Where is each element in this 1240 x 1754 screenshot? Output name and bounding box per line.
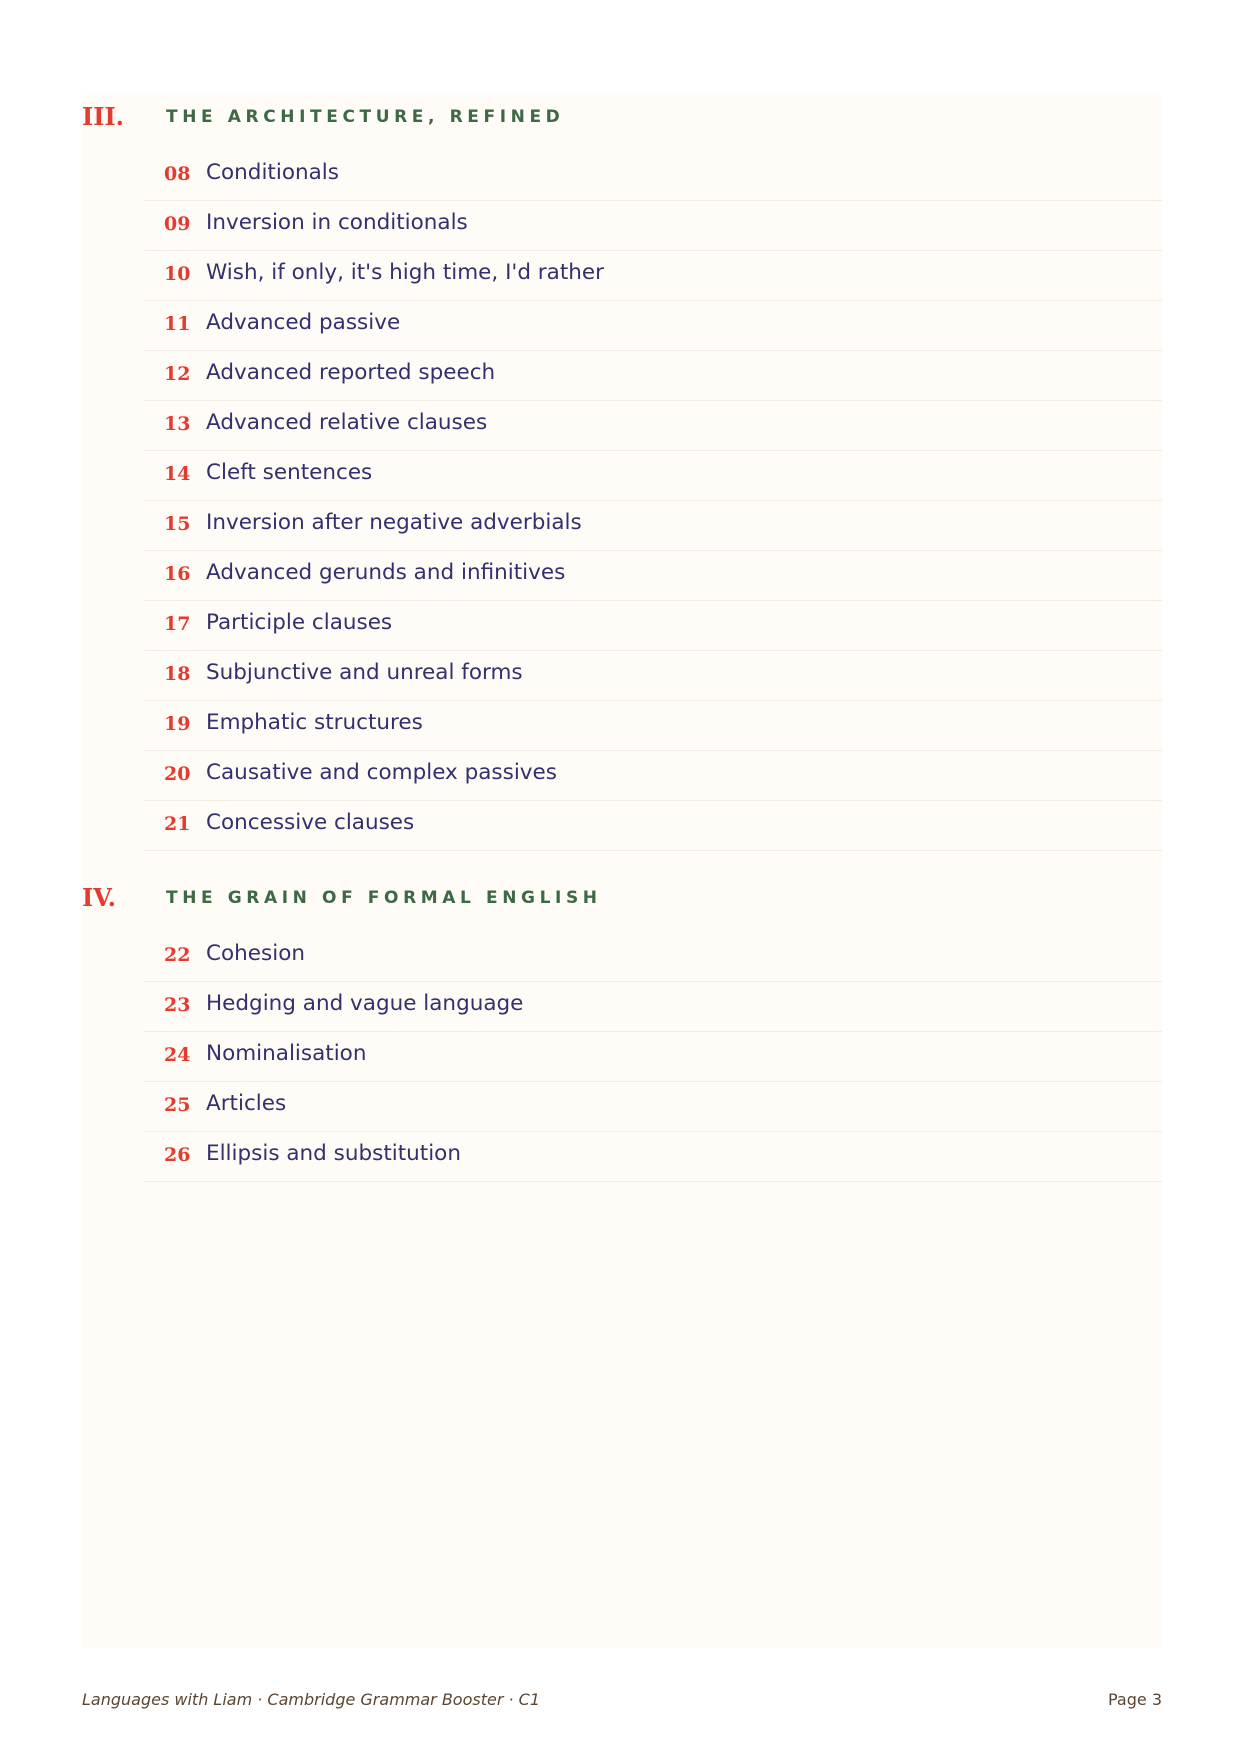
chapter-number: 19 (164, 713, 191, 735)
chapter-item[interactable] (144, 751, 1162, 801)
chapter-item[interactable] (144, 982, 1162, 1032)
chapter-number: 12 (164, 363, 191, 385)
chapter-title: Inversion in conditionals (206, 210, 468, 235)
chapter-title: Advanced reported speech (206, 360, 496, 385)
section-iii (82, 95, 1162, 851)
chapter-title: Participle clauses (206, 610, 393, 635)
section-numeral: IV. (82, 883, 117, 912)
page-number: Page 3 (1108, 1690, 1162, 1709)
chapter-item[interactable] (144, 701, 1162, 751)
chapter-title: Emphatic structures (206, 710, 423, 735)
chapter-number: 14 (164, 463, 191, 485)
chapter-item[interactable] (144, 551, 1162, 601)
chapter-item[interactable] (144, 301, 1162, 351)
section-heading (82, 876, 1162, 920)
chapter-title: Articles (206, 1091, 287, 1116)
chapter-number: 22 (164, 944, 191, 966)
chapter-title: Conditionals (206, 160, 339, 185)
chapter-item[interactable] (144, 1082, 1162, 1132)
chapter-item[interactable] (144, 351, 1162, 401)
chapter-title: Causative and complex passives (206, 760, 557, 785)
section-heading (82, 95, 1162, 139)
chapter-item[interactable] (144, 501, 1162, 551)
chapter-number: 10 (164, 263, 191, 285)
chapter-title: Cleft sentences (206, 460, 373, 485)
chapter-number: 25 (164, 1094, 191, 1116)
chapter-number: 09 (164, 213, 191, 235)
chapter-number: 23 (164, 994, 191, 1016)
chapter-item[interactable] (144, 801, 1162, 851)
chapter-number: 13 (164, 413, 191, 435)
chapter-number: 18 (164, 663, 191, 685)
chapter-title: Advanced gerunds and infinitives (206, 560, 566, 585)
section-iv (82, 876, 1162, 1182)
chapter-number: 15 (164, 513, 191, 535)
chapter-item[interactable] (144, 401, 1162, 451)
chapter-item[interactable] (144, 932, 1162, 982)
chapter-title: Subjunctive and unreal forms (206, 660, 523, 685)
chapter-number: 20 (164, 763, 191, 785)
chapter-number: 24 (164, 1044, 191, 1066)
chapter-title: Advanced relative clauses (206, 410, 488, 435)
chapter-item[interactable] (144, 1132, 1162, 1182)
chapter-number: 17 (164, 613, 191, 635)
chapter-item[interactable] (144, 601, 1162, 651)
chapter-title: Inversion after negative adverbials (206, 510, 582, 535)
chapter-item[interactable] (144, 1032, 1162, 1082)
chapter-number: 21 (164, 813, 191, 835)
chapter-title: Ellipsis and substitution (206, 1141, 461, 1166)
chapter-item[interactable] (144, 651, 1162, 701)
chapter-title: Concessive clauses (206, 810, 415, 835)
chapter-title: Nominalisation (206, 1041, 367, 1066)
chapter-title: Advanced passive (206, 310, 401, 335)
chapter-item[interactable] (144, 151, 1162, 201)
chapter-number: 08 (164, 163, 191, 185)
footer-book-title: Languages with Liam · Cambridge Grammar Booster · C1 (82, 1690, 541, 1709)
chapter-title: Cohesion (206, 941, 305, 966)
chapter-item[interactable] (144, 201, 1162, 251)
chapter-item[interactable] (144, 451, 1162, 501)
chapter-title: Wish, if only, it's high time, I'd rather (206, 260, 604, 285)
chapter-list (82, 151, 1162, 851)
section-title: THE GRAIN OF FORMAL ENGLISH (166, 888, 602, 908)
chapter-number: 11 (164, 313, 191, 335)
page-footer (82, 1688, 1162, 1712)
chapter-number: 16 (164, 563, 191, 585)
chapter-title: Hedging and vague language (206, 991, 524, 1016)
section-title: THE ARCHITECTURE, REFINED (166, 107, 565, 127)
chapter-item[interactable] (144, 251, 1162, 301)
chapter-list (82, 932, 1162, 1182)
chapter-number: 26 (164, 1144, 191, 1166)
section-numeral: III. (82, 102, 125, 131)
